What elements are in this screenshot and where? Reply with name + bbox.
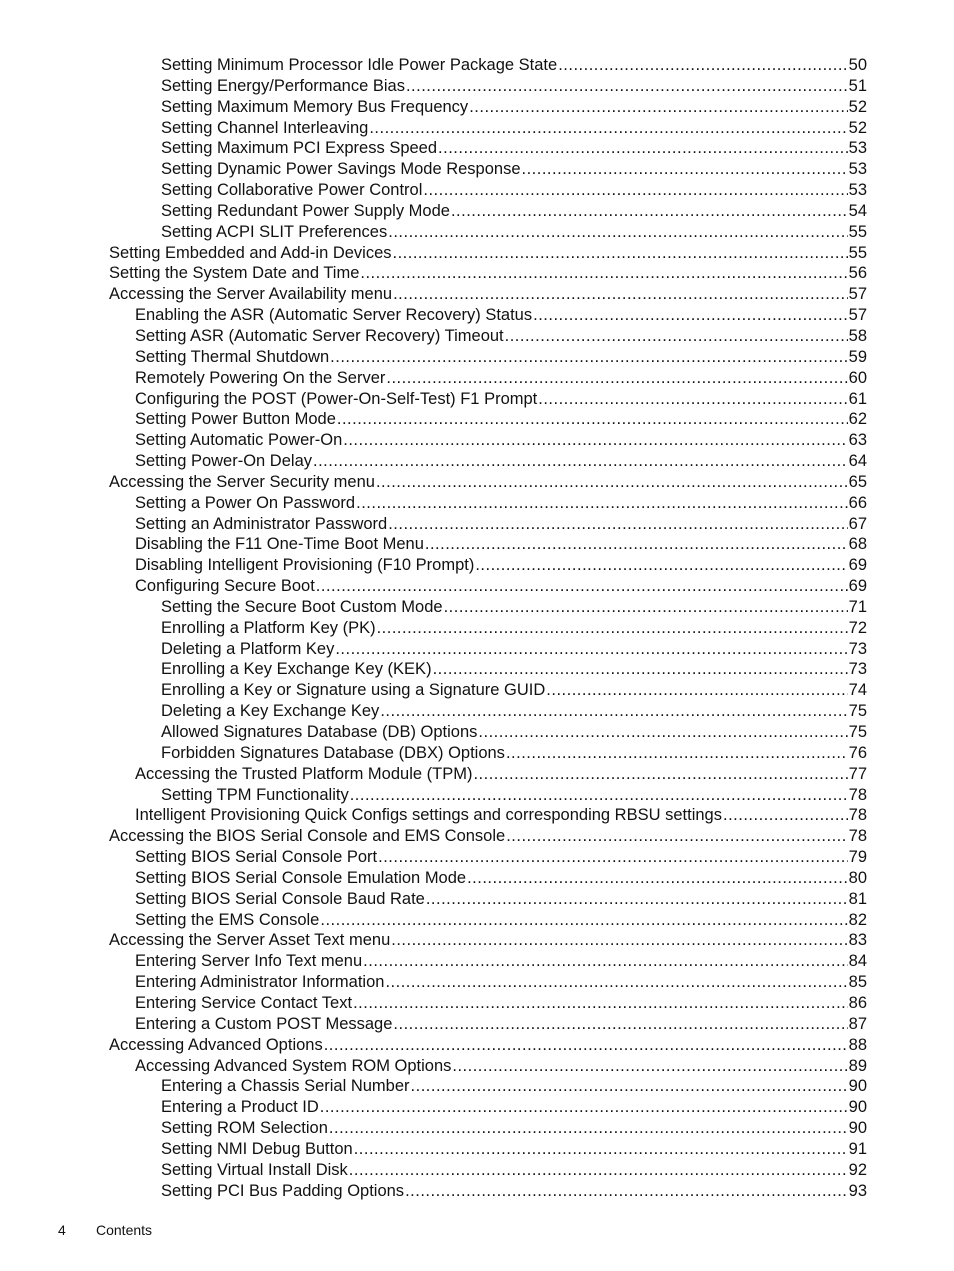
toc-entry[interactable] bbox=[0, 805, 954, 826]
toc-entry-row bbox=[161, 597, 867, 618]
toc-entry-title: Forbidden Signatures Database (DBX) Options bbox=[161, 743, 505, 762]
toc-entry-row bbox=[161, 222, 867, 243]
toc-entry[interactable] bbox=[0, 951, 954, 972]
toc-entry-title: Entering Administrator Information bbox=[135, 973, 385, 992]
toc-entry-title: Setting Channel Interleaving bbox=[161, 118, 369, 137]
page-footer bbox=[58, 1222, 152, 1238]
table-of-contents bbox=[0, 55, 954, 1201]
toc-dot-leader bbox=[324, 1035, 848, 1056]
toc-entry-title: Enrolling a Key Exchange Key (KEK) bbox=[161, 660, 432, 679]
toc-dot-leader bbox=[356, 493, 848, 514]
toc-entry-page-number: 56 bbox=[848, 264, 867, 283]
toc-entry-title: Configuring the POST (Power-On-Self-Test) F1 Prompt bbox=[135, 389, 538, 408]
toc-entry-title: Configuring Secure Boot bbox=[135, 577, 315, 596]
toc-entry[interactable] bbox=[0, 618, 954, 639]
toc-entry-page-number: 58 bbox=[848, 326, 867, 345]
toc-entry-row bbox=[109, 1035, 867, 1056]
toc-entry[interactable] bbox=[0, 597, 954, 618]
toc-entry-title: Accessing Advanced System ROM Options bbox=[135, 1056, 452, 1075]
toc-entry-page-number: 72 bbox=[848, 618, 867, 637]
toc-entry[interactable] bbox=[0, 472, 954, 493]
toc-entry-title: Setting Embedded and Add-in Devices bbox=[109, 243, 392, 262]
toc-dot-leader bbox=[337, 409, 848, 430]
toc-entry-page-number: 69 bbox=[848, 577, 867, 596]
toc-entry-title: Setting Redundant Power Supply Mode bbox=[161, 201, 450, 220]
toc-entry-row bbox=[161, 1160, 867, 1181]
toc-entry[interactable] bbox=[0, 826, 954, 847]
toc-entry-row bbox=[135, 451, 867, 472]
toc-entry[interactable] bbox=[0, 1076, 954, 1097]
toc-entry-page-number: 55 bbox=[848, 222, 867, 241]
toc-entry[interactable] bbox=[0, 138, 954, 159]
toc-entry-row bbox=[161, 701, 867, 722]
toc-dot-leader bbox=[425, 534, 848, 555]
toc-entry-row bbox=[161, 618, 867, 639]
toc-entry-row bbox=[135, 555, 867, 576]
toc-entry-page-number: 50 bbox=[848, 56, 867, 74]
toc-entry[interactable] bbox=[0, 680, 954, 701]
toc-entry-title: Setting the EMS Console bbox=[135, 910, 320, 929]
toc-entry-page-number: 53 bbox=[848, 181, 867, 200]
toc-entry-row bbox=[135, 889, 867, 910]
toc-entry-page-number: 52 bbox=[848, 118, 867, 137]
toc-entry-page-number: 92 bbox=[848, 1160, 867, 1179]
toc-entry-row bbox=[135, 868, 867, 889]
toc-entry-row bbox=[161, 138, 867, 159]
toc-entry-page-number: 60 bbox=[848, 368, 867, 387]
toc-entry-row bbox=[161, 180, 867, 201]
toc-entry-title: Accessing the Server Availability menu bbox=[109, 285, 393, 304]
toc-entry-row bbox=[161, 97, 867, 118]
toc-entry[interactable] bbox=[0, 284, 954, 305]
toc-entry-row bbox=[135, 368, 867, 389]
toc-entry-title: Setting Power-On Delay bbox=[135, 452, 312, 471]
toc-dot-leader bbox=[505, 326, 848, 347]
toc-entry-title: Entering Server Info Text menu bbox=[135, 952, 363, 971]
toc-dot-leader bbox=[433, 659, 848, 680]
toc-entry-row bbox=[135, 951, 867, 972]
toc-entry-row bbox=[161, 159, 867, 180]
toc-entry[interactable] bbox=[0, 368, 954, 389]
toc-dot-leader bbox=[426, 889, 848, 910]
toc-dot-leader bbox=[506, 743, 848, 764]
toc-entry[interactable] bbox=[0, 764, 954, 785]
toc-entry-row bbox=[161, 118, 867, 139]
toc-dot-leader bbox=[452, 1056, 847, 1077]
toc-entry[interactable] bbox=[0, 201, 954, 222]
toc-dot-leader bbox=[377, 618, 848, 639]
toc-entry-row bbox=[135, 326, 867, 347]
toc-entry-page-number: 78 bbox=[848, 785, 867, 804]
toc-entry-title: Intelligent Provisioning Quick Configs settings and corresponding RBSU settings bbox=[135, 806, 722, 825]
toc-entry-title: Disabling Intelligent Provisioning (F10 Prompt) bbox=[135, 556, 475, 575]
toc-dot-leader bbox=[533, 305, 848, 326]
toc-entry-title: Accessing the Server Security menu bbox=[109, 472, 375, 491]
toc-entry-title: Setting BIOS Serial Console Emulation Mode bbox=[135, 868, 467, 887]
toc-entry-row bbox=[161, 680, 867, 701]
toc-entry[interactable] bbox=[0, 514, 954, 535]
toc-entry-page-number: 71 bbox=[848, 597, 867, 616]
toc-entry-row bbox=[135, 910, 867, 931]
toc-dot-leader bbox=[393, 243, 848, 264]
toc-entry-row bbox=[161, 201, 867, 222]
toc-entry[interactable] bbox=[0, 55, 954, 76]
toc-entry-title: Setting Thermal Shutdown bbox=[135, 347, 330, 366]
toc-entry[interactable] bbox=[0, 972, 954, 993]
toc-dot-leader bbox=[376, 472, 848, 493]
toc-entry[interactable] bbox=[0, 1035, 954, 1056]
toc-entry-title: Setting a Power On Password bbox=[135, 493, 356, 512]
toc-entry-page-number: 52 bbox=[848, 97, 867, 116]
toc-entry[interactable] bbox=[0, 243, 954, 264]
toc-dot-leader bbox=[473, 764, 847, 785]
toc-entry[interactable] bbox=[0, 993, 954, 1014]
toc-entry-page-number: 53 bbox=[848, 139, 867, 158]
toc-entry[interactable] bbox=[0, 1139, 954, 1160]
toc-entry-title: Setting BIOS Serial Console Baud Rate bbox=[135, 889, 425, 908]
toc-entry-page-number: 90 bbox=[848, 1098, 867, 1117]
toc-entry-title: Remotely Powering On the Server bbox=[135, 368, 386, 387]
toc-entry[interactable] bbox=[0, 1097, 954, 1118]
toc-dot-leader bbox=[469, 97, 847, 118]
toc-dot-leader bbox=[349, 1160, 848, 1181]
toc-entry-row bbox=[135, 972, 867, 993]
toc-entry[interactable] bbox=[0, 868, 954, 889]
toc-dot-leader bbox=[343, 430, 847, 451]
toc-entry-page-number: 78 bbox=[848, 827, 867, 846]
toc-entry-row bbox=[135, 993, 867, 1014]
toc-entry-page-number: 86 bbox=[848, 993, 867, 1012]
toc-entry-title: Setting Dynamic Power Savings Mode Response bbox=[161, 160, 521, 179]
toc-dot-leader bbox=[423, 180, 847, 201]
toc-entry-title: Setting BIOS Serial Console Port bbox=[135, 848, 378, 867]
toc-entry-title: Disabling the F11 One-Time Boot Menu bbox=[135, 535, 424, 554]
toc-entry-page-number: 59 bbox=[848, 347, 867, 366]
toc-dot-leader bbox=[353, 993, 848, 1014]
toc-entry-page-number: 75 bbox=[848, 702, 867, 721]
toc-entry-page-number: 89 bbox=[848, 1056, 867, 1075]
toc-entry-row bbox=[161, 639, 867, 660]
toc-entry[interactable] bbox=[0, 1181, 954, 1202]
toc-dot-leader bbox=[369, 118, 847, 139]
toc-entry-page-number: 81 bbox=[848, 889, 867, 908]
toc-dot-leader bbox=[391, 930, 847, 951]
toc-entry[interactable] bbox=[0, 534, 954, 555]
toc-entry-title: Enabling the ASR (Automatic Server Recovery) Status bbox=[135, 306, 533, 325]
toc-entry-row bbox=[135, 534, 867, 555]
toc-dot-leader bbox=[723, 805, 848, 826]
toc-entry[interactable] bbox=[0, 889, 954, 910]
toc-entry[interactable] bbox=[0, 1056, 954, 1077]
toc-dot-leader bbox=[478, 722, 847, 743]
toc-entry-page-number: 93 bbox=[848, 1181, 867, 1200]
toc-entry-page-number: 65 bbox=[848, 472, 867, 491]
toc-entry-row bbox=[135, 1056, 867, 1077]
toc-entry-row bbox=[109, 263, 867, 284]
toc-entry[interactable] bbox=[0, 743, 954, 764]
toc-entry-page-number: 62 bbox=[848, 410, 867, 429]
toc-entry-row bbox=[109, 284, 867, 305]
toc-entry-page-number: 75 bbox=[848, 723, 867, 741]
toc-entry[interactable] bbox=[0, 930, 954, 951]
toc-dot-leader bbox=[406, 76, 848, 97]
toc-entry-title: Setting Automatic Power-On bbox=[135, 431, 343, 450]
toc-entry[interactable] bbox=[0, 305, 954, 326]
toc-entry[interactable] bbox=[0, 409, 954, 430]
toc-entry-title: Setting Power Button Mode bbox=[135, 410, 336, 429]
toc-entry-title: Setting Energy/Performance Bias bbox=[161, 76, 405, 95]
toc-entry-page-number: 79 bbox=[848, 848, 867, 867]
toc-entry[interactable] bbox=[0, 847, 954, 868]
toc-entry[interactable] bbox=[0, 263, 954, 284]
toc-entry-row bbox=[161, 785, 867, 806]
toc-entry[interactable] bbox=[0, 785, 954, 806]
toc-entry-title: Setting Maximum Memory Bus Frequency bbox=[161, 97, 469, 116]
toc-entry-row bbox=[161, 1139, 867, 1160]
toc-entry-page-number: 67 bbox=[848, 514, 867, 533]
toc-entry-title: Setting the Secure Boot Custom Mode bbox=[161, 597, 443, 616]
toc-dot-leader bbox=[378, 847, 848, 868]
toc-entry-page-number: 66 bbox=[848, 493, 867, 512]
toc-entry-page-number: 88 bbox=[848, 1035, 867, 1054]
toc-entry-row bbox=[109, 243, 867, 264]
toc-entry-row bbox=[135, 430, 867, 451]
toc-entry[interactable] bbox=[0, 701, 954, 722]
toc-entry-page-number: 85 bbox=[848, 973, 867, 992]
toc-dot-leader bbox=[363, 951, 847, 972]
toc-dot-leader bbox=[522, 159, 848, 180]
toc-entry-title: Setting ROM Selection bbox=[161, 1119, 328, 1138]
toc-entry-title: Enrolling a Key or Signature using a Signature GUID bbox=[161, 681, 546, 700]
toc-entry-row bbox=[135, 389, 867, 410]
toc-dot-leader bbox=[451, 201, 848, 222]
toc-entry[interactable] bbox=[0, 910, 954, 931]
toc-entry-row bbox=[161, 55, 867, 76]
toc-entry-title: Setting Minimum Processor Idle Power Package State bbox=[161, 56, 558, 74]
toc-dot-leader bbox=[393, 284, 848, 305]
toc-entry-page-number: 76 bbox=[848, 743, 867, 762]
toc-entry[interactable] bbox=[0, 659, 954, 680]
toc-entry-title: Setting ACPI SLIT Preferences bbox=[161, 222, 388, 241]
toc-entry-page-number: 55 bbox=[848, 243, 867, 262]
toc-entry-row bbox=[135, 576, 867, 597]
toc-entry-title: Entering a Chassis Serial Number bbox=[161, 1077, 410, 1096]
toc-entry-title: Setting NMI Debug Button bbox=[161, 1139, 353, 1158]
toc-entry-row bbox=[135, 493, 867, 514]
toc-entry-row bbox=[161, 722, 867, 743]
toc-entry-row bbox=[135, 305, 867, 326]
toc-entry[interactable] bbox=[0, 639, 954, 660]
toc-entry-title: Entering a Custom POST Message bbox=[135, 1014, 393, 1033]
toc-entry-title: Setting TPM Functionality bbox=[161, 785, 349, 804]
toc-entry-title: Accessing the Server Asset Text menu bbox=[109, 931, 391, 950]
toc-entry-page-number: 91 bbox=[848, 1139, 867, 1158]
toc-entry-row bbox=[161, 1181, 867, 1202]
toc-entry-page-number: 61 bbox=[848, 389, 867, 408]
toc-dot-leader bbox=[330, 347, 847, 368]
toc-entry-title: Entering Service Contact Text bbox=[135, 993, 353, 1012]
toc-entry[interactable] bbox=[0, 347, 954, 368]
toc-entry-page-number: 54 bbox=[848, 201, 867, 220]
toc-entry-row bbox=[135, 409, 867, 430]
toc-entry-row bbox=[135, 805, 867, 826]
toc-entry-row bbox=[135, 764, 867, 785]
toc-dot-leader bbox=[393, 1014, 847, 1035]
toc-entry[interactable] bbox=[0, 576, 954, 597]
toc-dot-leader bbox=[313, 451, 848, 472]
toc-dot-leader bbox=[558, 55, 847, 76]
toc-entry-title: Deleting a Platform Key bbox=[161, 639, 335, 658]
toc-entry-row bbox=[109, 472, 867, 493]
toc-entry[interactable] bbox=[0, 159, 954, 180]
toc-entry[interactable] bbox=[0, 722, 954, 743]
toc-dot-leader bbox=[320, 1097, 848, 1118]
toc-entry-page-number: 68 bbox=[848, 535, 867, 554]
footer-section-label: Contents bbox=[96, 1222, 153, 1238]
toc-entry-title: Allowed Signatures Database (DB) Options bbox=[161, 723, 478, 741]
toc-entry-row bbox=[135, 347, 867, 368]
toc-entry-title: Accessing the BIOS Serial Console and EMS Console bbox=[109, 827, 506, 846]
toc-entry-title: Setting Collaborative Power Control bbox=[161, 181, 423, 200]
toc-dot-leader bbox=[538, 389, 847, 410]
toc-dot-leader bbox=[546, 680, 847, 701]
toc-entry[interactable] bbox=[0, 1014, 954, 1035]
toc-dot-leader bbox=[405, 1181, 848, 1202]
footer-page-number: 4 bbox=[58, 1222, 66, 1238]
toc-dot-leader bbox=[475, 555, 847, 576]
toc-dot-leader bbox=[467, 868, 848, 889]
toc-dot-leader bbox=[438, 138, 848, 159]
toc-entry-page-number: 64 bbox=[848, 452, 867, 471]
toc-entry-title: Setting Virtual Install Disk bbox=[161, 1160, 348, 1179]
toc-entry-page-number: 53 bbox=[848, 160, 867, 179]
toc-entry-row bbox=[135, 847, 867, 868]
toc-dot-leader bbox=[380, 701, 847, 722]
toc-entry-title: Setting an Administrator Password bbox=[135, 514, 388, 533]
toc-entry-title: Entering a Product ID bbox=[161, 1098, 319, 1117]
toc-entry-row bbox=[161, 659, 867, 680]
toc-entry-row bbox=[161, 743, 867, 764]
toc-dot-leader bbox=[329, 1118, 848, 1139]
toc-entry-page-number: 57 bbox=[848, 285, 867, 304]
toc-dot-leader bbox=[335, 639, 847, 660]
toc-entry-row bbox=[135, 1014, 867, 1035]
toc-entry[interactable] bbox=[0, 76, 954, 97]
toc-entry-page-number: 82 bbox=[848, 910, 867, 929]
toc-entry-page-number: 74 bbox=[848, 681, 867, 700]
toc-entry-title: Setting the System Date and Time bbox=[109, 264, 360, 283]
toc-dot-leader bbox=[388, 222, 847, 243]
toc-entry-title: Enrolling a Platform Key (PK) bbox=[161, 618, 376, 637]
toc-entry-page-number: 51 bbox=[848, 76, 867, 95]
toc-entry-page-number: 63 bbox=[848, 431, 867, 450]
toc-entry[interactable] bbox=[0, 326, 954, 347]
toc-entry-row bbox=[161, 76, 867, 97]
toc-entry-page-number: 87 bbox=[848, 1014, 867, 1033]
toc-entry-title: Setting Maximum PCI Express Speed bbox=[161, 139, 438, 158]
toc-dot-leader bbox=[506, 826, 847, 847]
toc-dot-leader bbox=[444, 597, 848, 618]
toc-entry-page-number: 57 bbox=[848, 306, 867, 325]
toc-entry[interactable] bbox=[0, 118, 954, 139]
toc-entry-page-number: 90 bbox=[848, 1119, 867, 1138]
toc-entry[interactable] bbox=[0, 451, 954, 472]
toc-entry-title: Setting ASR (Automatic Server Recovery) Timeout bbox=[135, 326, 504, 345]
toc-dot-leader bbox=[385, 972, 847, 993]
toc-entry[interactable] bbox=[0, 97, 954, 118]
toc-entry-title: Accessing Advanced Options bbox=[109, 1035, 323, 1054]
toc-entry-row bbox=[135, 514, 867, 535]
toc-entry-page-number: 90 bbox=[848, 1077, 867, 1096]
toc-dot-leader bbox=[386, 368, 847, 389]
toc-entry-page-number: 77 bbox=[848, 764, 867, 783]
toc-entry-row bbox=[161, 1118, 867, 1139]
toc-entry-row bbox=[109, 930, 867, 951]
toc-entry[interactable] bbox=[0, 180, 954, 201]
toc-entry-page-number: 73 bbox=[848, 660, 867, 679]
toc-entry-row bbox=[109, 826, 867, 847]
toc-entry[interactable] bbox=[0, 493, 954, 514]
toc-entry-title: Setting PCI Bus Padding Options bbox=[161, 1181, 405, 1200]
toc-dot-leader bbox=[316, 576, 848, 597]
toc-entry[interactable] bbox=[0, 222, 954, 243]
toc-dot-leader bbox=[411, 1076, 848, 1097]
toc-entry[interactable] bbox=[0, 1160, 954, 1181]
toc-entry-title: Deleting a Key Exchange Key bbox=[161, 702, 380, 721]
toc-entry[interactable] bbox=[0, 555, 954, 576]
toc-entry-page-number: 84 bbox=[848, 952, 867, 971]
toc-dot-leader bbox=[388, 514, 847, 535]
toc-dot-leader bbox=[360, 263, 847, 284]
toc-entry[interactable] bbox=[0, 430, 954, 451]
toc-dot-leader bbox=[354, 1139, 848, 1160]
toc-entry[interactable] bbox=[0, 1118, 954, 1139]
toc-entry-row bbox=[161, 1076, 867, 1097]
toc-entry-page-number: 83 bbox=[848, 931, 867, 950]
toc-entry-page-number: 80 bbox=[848, 868, 867, 887]
toc-dot-leader bbox=[320, 910, 847, 931]
toc-entry-page-number: 78 bbox=[848, 806, 867, 825]
toc-entry-row bbox=[161, 1097, 867, 1118]
toc-entry-page-number: 69 bbox=[848, 556, 867, 575]
toc-dot-leader bbox=[350, 785, 848, 806]
toc-entry[interactable] bbox=[0, 389, 954, 410]
toc-entry-page-number: 73 bbox=[848, 639, 867, 658]
toc-entry-title: Accessing the Trusted Platform Module (TPM) bbox=[135, 764, 473, 783]
